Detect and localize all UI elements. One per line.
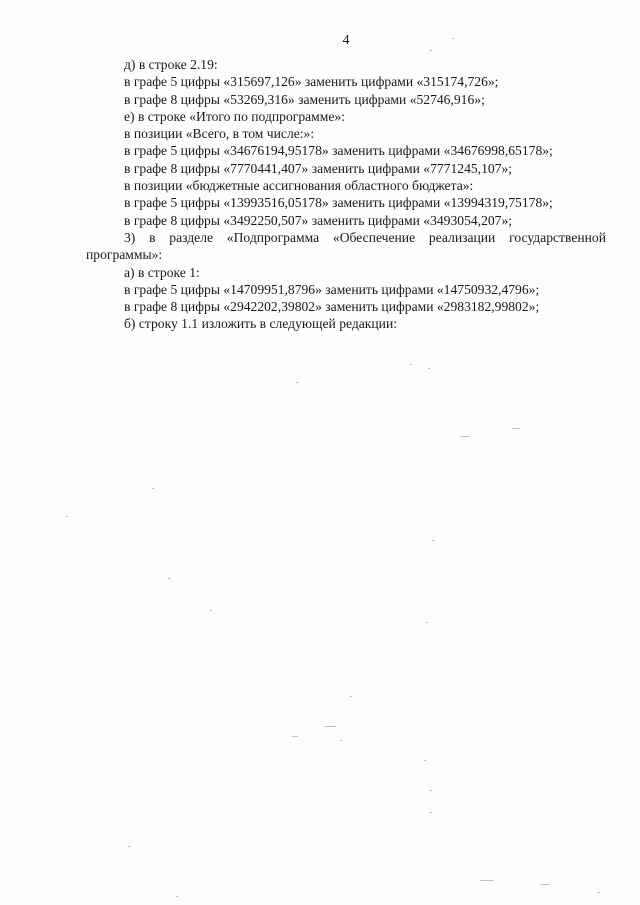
scan-speck [340,740,342,741]
scan-speck [410,364,412,365]
scan-speck [350,696,352,697]
scan-speck [540,884,550,885]
scan-speck [168,578,170,579]
scan-speck [296,382,298,383]
scan-speck [176,896,178,897]
scan-speck [66,516,68,517]
text-line-14: в графе 5 цифры «14709951,8796» заменить цифрами «14750932,4796»; [124,281,540,297]
scan-speck [432,540,434,541]
text-line-4: е) в строке «Итого по подпрограмме»: [124,108,345,124]
scan-speck [512,428,520,429]
text-line-10: в графе 8 цифры «3492250,507» заменить цифрами «3493054,207»; [124,212,513,228]
scan-speck [460,436,470,437]
scan-speck [152,488,154,489]
scan-speck [430,50,432,51]
text-line-1: д) в строке 2.19: [124,57,218,72]
text-line-16: б) строку 1.1 изложить в следующей редакции: [124,316,398,332]
scan-speck [292,736,298,737]
text-line-7: в графе 8 цифры «7770441,407» заменить цифрами «7771245,107»; [124,160,513,176]
text-line-3: в графе 8 цифры «53269,316» заменить цифрами «52746,916»; [124,91,485,107]
text-line-2: в графе 5 цифры «315697,126» заменить цифрами «315174,726»; [124,74,499,90]
scan-speck [428,368,430,369]
text-line-8: в позиции «бюджетные ассигнования областного бюджета»: [124,178,474,194]
text-line-12: программы»: [86,247,163,263]
scan-speck [128,846,130,847]
scan-speck [452,38,454,39]
scan-speck [424,760,426,761]
text-line-9: в графе 5 цифры «13993516,05178» заменить цифрами «13994319,75178»; [124,195,553,211]
document-body [86,56,606,333]
text-line-11: 3) в разделе «Подпрограмма «Обеспечение реализации государственной [124,229,606,245]
scan-speck [210,610,212,611]
scan-speck [430,812,432,813]
scan-speck [598,892,600,893]
text-line-13: а) в строке 1: [124,264,200,280]
scan-speck [480,880,494,881]
text-line-15: в графе 8 цифры «2942202,39802» заменить цифрами «2983182,99802»; [124,299,540,315]
text-line-5: в позиции «Всего, в том числе:»: [124,126,315,142]
text-line-6: в графе 5 цифры «34676194,95178» заменить цифрами «34676998,65178»; [124,143,553,159]
scan-speck [426,622,428,623]
scan-speck [324,726,336,727]
scan-speck [430,790,432,791]
page-number: 4 [342,33,350,48]
